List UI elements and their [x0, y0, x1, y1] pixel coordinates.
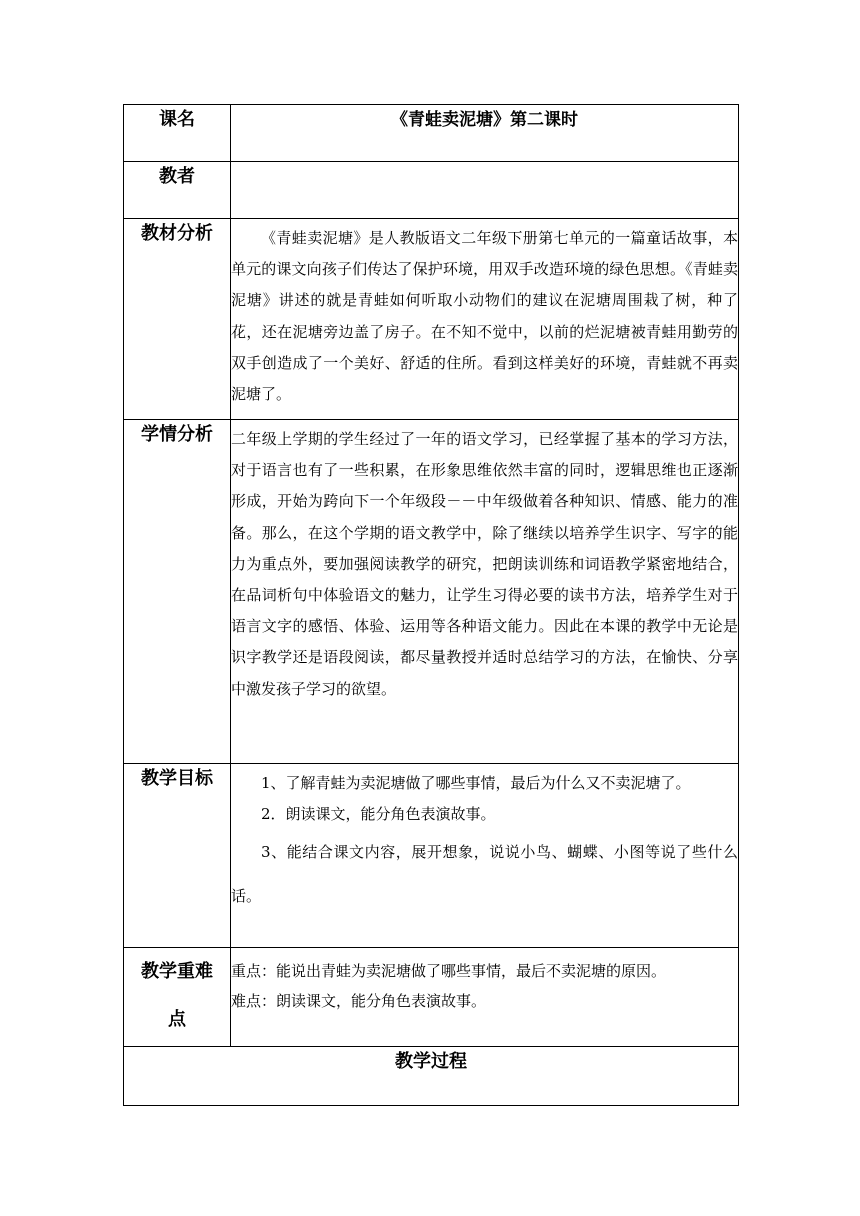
key-difficulty-label-line1: 教学重难	[141, 961, 213, 982]
material-analysis-label: 教材分析	[124, 219, 231, 420]
key-focus: 重点：能说出青蛙为卖泥塘做了哪些事情，最后不卖泥塘的原因。	[231, 962, 667, 980]
student-analysis-label: 学情分析	[124, 420, 231, 764]
key-difficulty-label	[124, 948, 231, 1047]
course-row	[124, 105, 739, 162]
teaching-goals-row	[124, 764, 739, 948]
goal-item: 2．朗读课文，能分角色表演故事。	[261, 805, 496, 824]
student-analysis-text: 二年级上学期的学生经过了一年的语文学习，已经掌握了基本的学习方法，对于语言也有了一些积累，在形象思维依然丰富的同时，逻辑思维也正逐渐形成，开始为跨向下一个年级段－－中年级做着各种知识、情感、能力的准备。那么，在这个学期的语文教学中，除了继续以培养学生识字、写字的能力为重点外，要加强阅读教学的研究，把朗读训练和词语教学紧密地结合，在品词析句中体验语文的魅力，让学生习得必要的读书方法，培养学生对于语言文字的感悟、体验、运用等各种语文能力。因此在本课的教学中无论是识字教学还是语段阅读，都尽量教授并适时总结学习的方法，在愉快、分享中激发孩子学习的欲望。	[231, 420, 739, 764]
goal-item: 3、能结合课文内容，展开想象，说说小鸟、蝴蝶、小图等说了些什么话。	[231, 843, 738, 906]
teaching-goals-label: 教学目标	[124, 764, 231, 948]
teacher-value	[231, 162, 739, 219]
process-title: 教学过程	[124, 1047, 739, 1106]
process-row	[124, 1047, 739, 1106]
course-title: 《青蛙卖泥塘》第二课时	[231, 105, 739, 162]
goal-item: 1、了解青蛙为卖泥塘做了哪些事情，最后为什么又不卖泥塘了。	[261, 774, 691, 792]
teacher-label: 教者	[124, 162, 231, 219]
teaching-goals-list	[231, 764, 739, 948]
lesson-plan-table	[123, 104, 739, 1106]
teacher-row	[124, 162, 739, 219]
material-analysis-text: 《青蛙卖泥塘》是人教版语文二年级下册第七单元的一篇童话故事，本单元的课文向孩子们传达了保护环境，用双手改造环境的绿色思想。《青蛙卖泥塘》讲述的就是青蛙如何听取小动物们的建议在泥塘周围栽了树，种了花，还在泥塘旁边盖了房子。在不知不觉中，以前的烂泥塘被青蛙用勤劳的双手创造成了一个美好、舒适的住所。看到这样美好的环境，青蛙就不再卖泥塘了。	[231, 219, 739, 420]
course-label: 课名	[124, 105, 231, 162]
key-difficulty-text	[231, 948, 739, 1047]
student-analysis-row	[124, 420, 739, 764]
key-difficulty: 难点：朗读课文，能分角色表演故事。	[231, 992, 487, 1010]
key-difficulty-row	[124, 948, 739, 1047]
key-difficulty-label-line2: 点	[168, 1009, 186, 1030]
material-analysis-row	[124, 219, 739, 420]
